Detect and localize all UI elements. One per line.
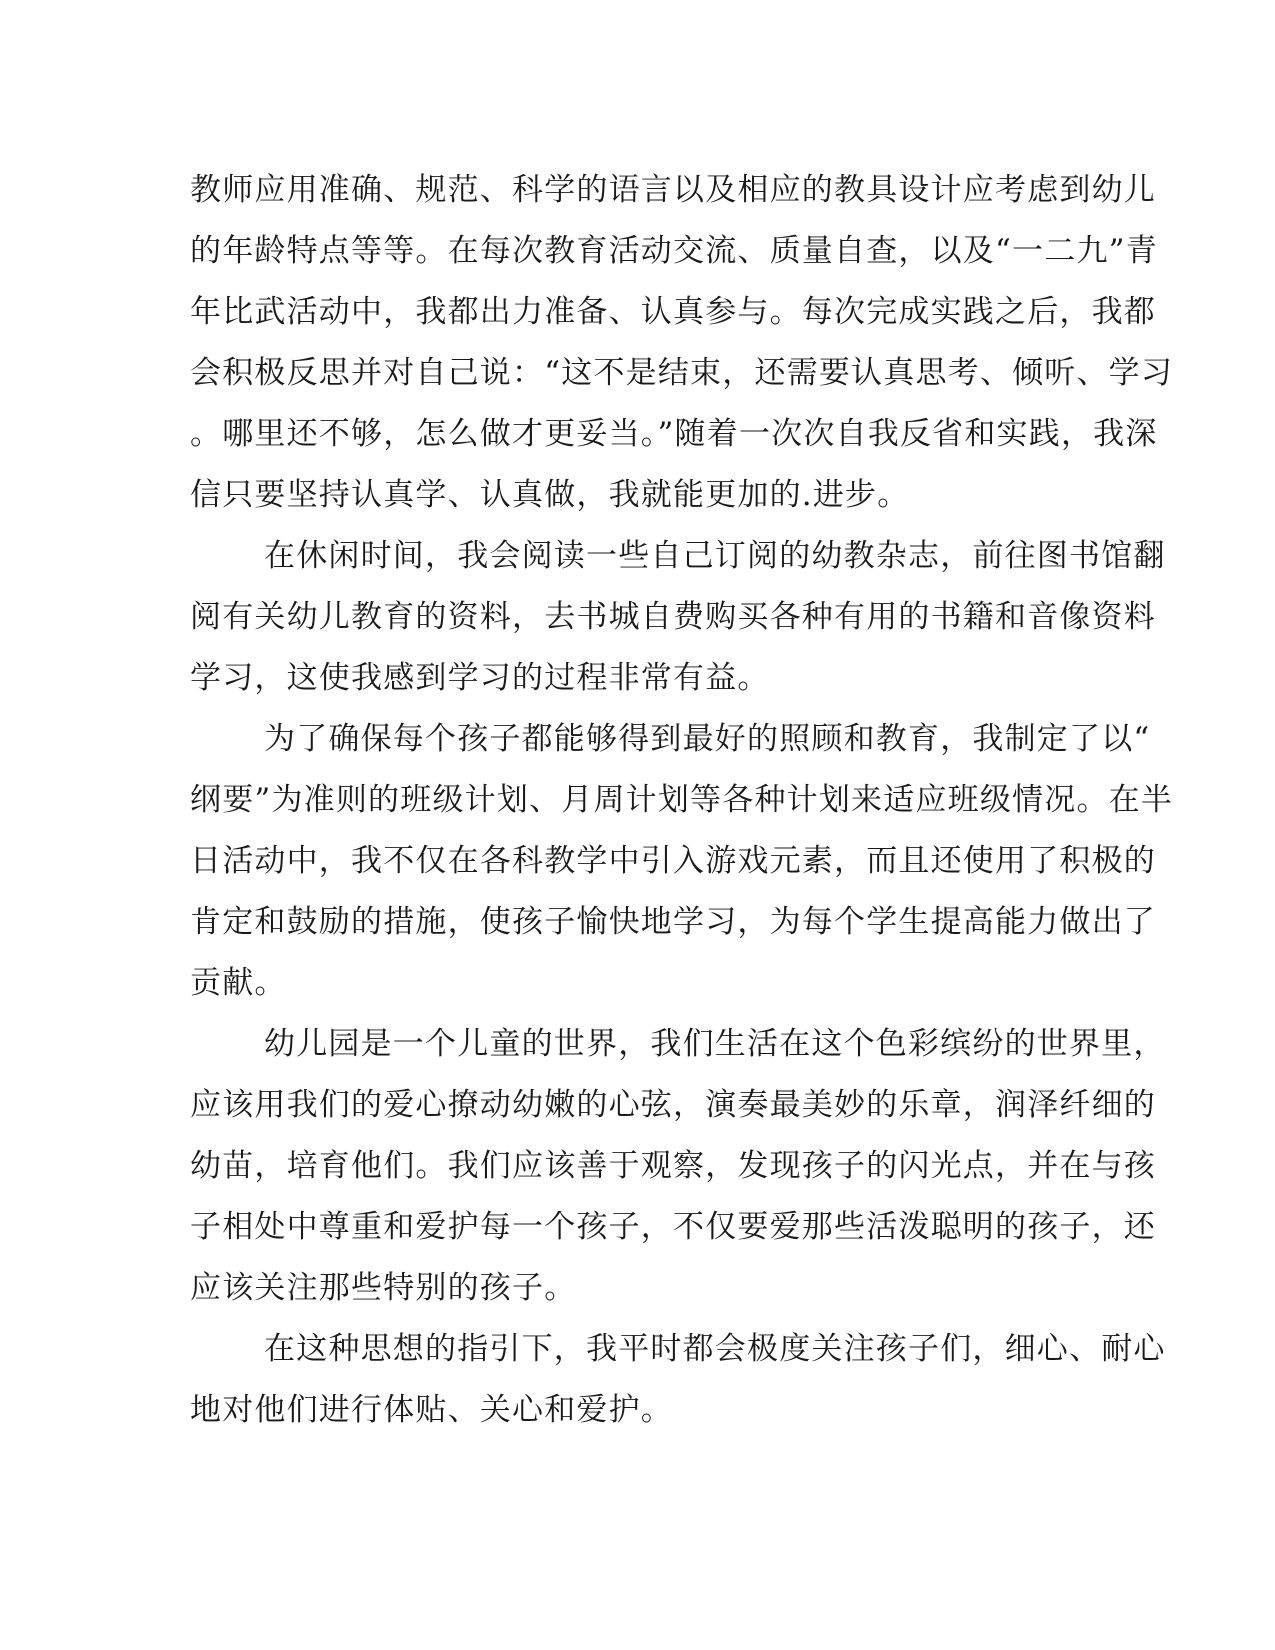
text-line: 纲要”为准则的班级计划、月周计划等各种计划来适应班级情况。在半 — [190, 782, 1174, 818]
text-line: 地对他们进行体贴、关心和爱护。 — [190, 1392, 673, 1428]
text-line: 信只要坚持认真学、认真做，我就能更加的.进步。 — [190, 477, 910, 513]
text-line: 幼苗，培育他们。我们应该善于观察，发现孩子的闪光点，并在与孩 — [190, 1148, 1156, 1184]
text-line: 学习，这使我感到学习的过程非常有益。 — [190, 660, 770, 696]
text-line: 教师应用准确、规范、科学的语言以及相应的教具设计应考虑到幼儿 — [190, 172, 1156, 208]
text-line: 会积极反思并对自己说：“这不是结束，还需要认真思考、倾听、学习 — [190, 355, 1174, 391]
paragraph-4 — [190, 1014, 1166, 1319]
text-line: 肯定和鼓励的措施，使孩子愉快地学习，为每个学生提高能力做出了 — [190, 904, 1156, 940]
body-text — [190, 160, 1174, 1441]
text-line: 在休闲时间，我会阅读一些自己订阅的幼教杂志，前往图书馆翻 — [264, 538, 1166, 574]
text-line: 日活动中，我不仅在各科教学中引入游戏元素，而且还使用了积极的 — [190, 843, 1156, 879]
text-line: 幼儿园是一个儿童的世界，我们生活在这个色彩缤纷的世界里， — [264, 1026, 1166, 1062]
text-line: 贡献。 — [190, 965, 287, 1001]
paragraph-5 — [190, 1319, 1166, 1441]
text-line: 应该用我们的爱心撩动幼嫩的心弦，演奏最美妙的乐章，润泽纤细的 — [190, 1087, 1156, 1123]
text-line: 应该关注那些特别的孩子。 — [190, 1270, 577, 1306]
text-line: 在这种思想的指引下，我平时都会极度关注孩子们，细心、耐心 — [264, 1331, 1166, 1367]
text-line: 阅有关幼儿教育的资料，去书城自费购买各种有用的书籍和音像资料 — [190, 599, 1156, 635]
text-line: 的年龄特点等等。在每次教育活动交流、质量自查，以及“一二九”青 — [190, 233, 1158, 269]
text-line: 年比武活动中，我都出力准备、认真参与。每次完成实践之后，我都 — [190, 294, 1156, 330]
text-line: 子相处中尊重和爱护每一个孩子，不仅要爱那些活泼聪明的孩子，还 — [190, 1209, 1156, 1245]
paragraph-1 — [190, 160, 1174, 526]
text-line: 。哪里还不够，怎么做才更妥当。”随着一次次自我反省和实践，我深 — [190, 416, 1158, 452]
paragraph-2 — [190, 526, 1166, 709]
text-line: 为了确保每个孩子都能够得到最好的照顾和教育，我制定了以“ — [264, 721, 1151, 757]
paragraph-3 — [190, 709, 1174, 1014]
